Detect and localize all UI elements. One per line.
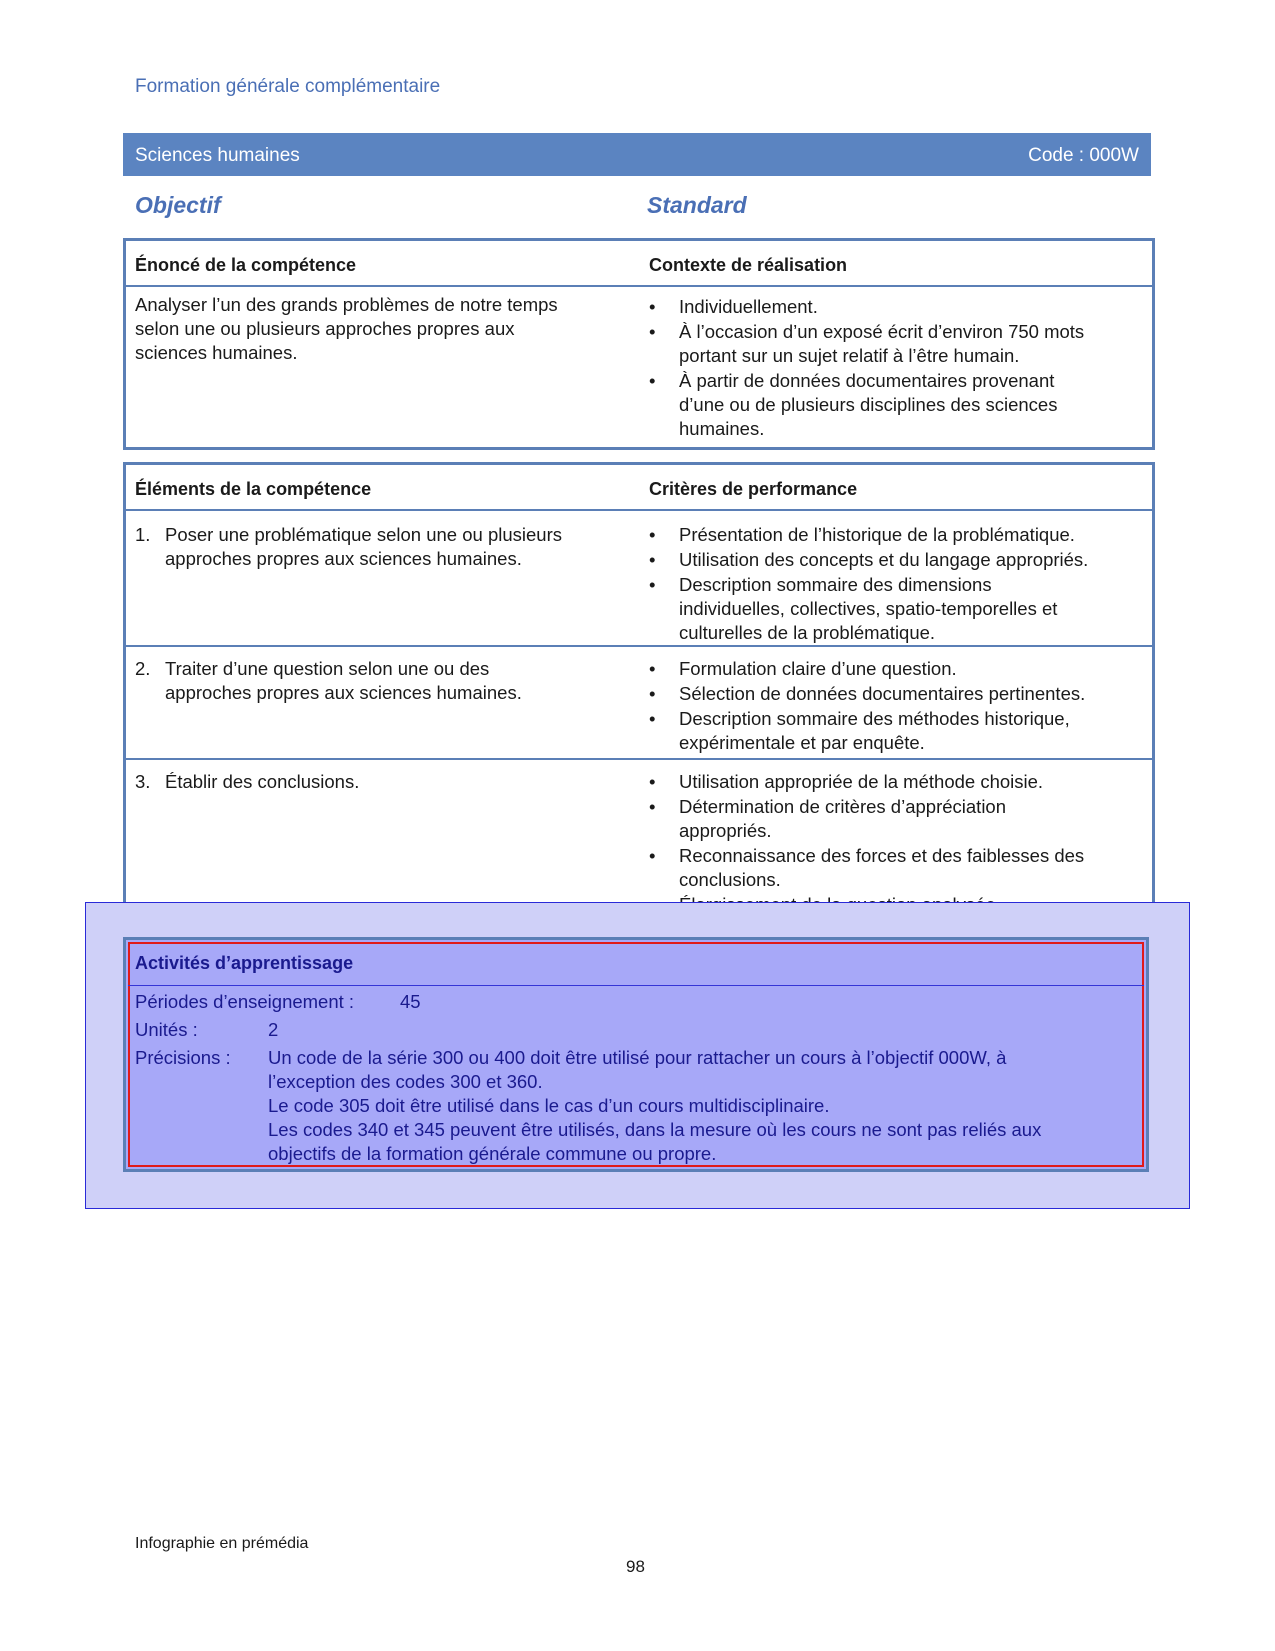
element-line: approches propres aux sciences humaines. [165,548,522,569]
element-number: 3. [135,771,151,792]
statement-line: selon une ou plusieurs approches propres aux [135,318,515,339]
context-line: Individuellement. [679,296,818,317]
details-line: l’exception des codes 300 et 360. [268,1071,543,1092]
criterion-line: Utilisation appropriée de la méthode choisie. [679,771,1044,792]
details-text [268,1046,1138,1166]
course-code: Code : 000W [1028,145,1139,166]
elements-header: Éléments de la compétence [135,479,372,499]
elements-table [123,462,1155,928]
statement-line: sciences humaines. [135,342,298,363]
periods-value: 45 [400,991,421,1012]
criterion-line: appropriés. [679,820,772,841]
criterion-line: Description sommaire des méthodes historique, [679,708,1070,729]
bullet-icon: • [649,796,656,817]
element-line: Traiter d’une question selon une ou des [165,658,490,679]
criterion-line: Formulation claire d’une question. [679,658,957,679]
element-line: approches propres aux sciences humaines. [165,682,522,703]
criterion-line: Présentation de l’historique de la problématique. [679,524,1075,545]
criterion-line: Description sommaire des dimensions [679,574,992,595]
context-line: portant sur un sujet relatif à l’être humain. [679,345,1020,366]
bullet-icon: • [649,658,656,679]
element-number: 2. [135,658,151,679]
criterion-line: culturelles de la problématique. [679,622,936,643]
criterion-line: expérimentale et par enquête. [679,732,925,753]
standard-heading: Standard [647,192,747,218]
units-label: Unités : [135,1019,198,1040]
competence-table [123,238,1155,450]
criteria-header: Critères de performance [649,479,858,499]
bullet-icon: • [649,574,656,595]
context-line: À partir de données documentaires provenant [679,370,1055,391]
activities-divider [128,985,1144,986]
context-line: humaines. [679,418,765,439]
competence-statement [135,293,615,365]
bullet-icon: • [649,549,656,570]
units-value: 2 [268,1019,279,1040]
footer-program: Infographie en prémédia [135,1535,309,1552]
criterion-line: Sélection de données documentaires pertinentes. [679,683,1086,704]
competence-row [126,285,1152,439]
bullet-icon: • [649,771,656,792]
document-header: Formation générale complémentaire [135,76,441,97]
statement-line: Analyser l’un des grands problèmes de notre temps [135,294,558,315]
criterion-line: conclusions. [679,869,781,890]
criterion-line: Utilisation des concepts et du langage appropriés. [679,549,1089,570]
details-line: Le code 305 doit être utilisé dans le cas d’un cours multidisciplinaire. [268,1095,830,1116]
statement-header: Énoncé de la compétence [135,255,357,275]
bullet-icon: • [649,708,656,729]
bullet-icon: • [649,296,656,317]
page-number: 98 [626,1557,645,1576]
criterion-line: individuelles, collectives, spatio-temporelles et [679,598,1058,619]
periods-label: Périodes d’enseignement : [135,991,355,1012]
element-row [126,758,1152,922]
bullet-icon: • [649,370,656,391]
element-line: Poser une problématique selon une ou plusieurs [165,524,562,545]
bullet-icon: • [649,683,656,704]
course-title-bar [123,133,1151,176]
details-line: Un code de la série 300 ou 400 doit être utilisé pour rattacher un cours à l’objectif 000W, à [268,1047,1007,1068]
element-line: Établir des conclusions. [165,771,360,792]
details-line: objectifs de la formation générale commune ou propre. [268,1143,717,1164]
context-header: Contexte de réalisation [649,255,848,275]
element-row [126,645,1152,757]
context-line: d’une ou de plusieurs disciplines des sciences [679,394,1058,415]
context-line: À l’occasion d’un exposé écrit d’environ 750 mots [679,321,1085,342]
bullet-icon: • [649,845,656,866]
criterion-line: Reconnaissance des forces et des faiblesses des [679,845,1085,866]
element-number: 1. [135,524,151,545]
bullet-icon: • [649,321,656,342]
objectif-heading: Objectif [135,192,221,218]
details-line: Les codes 340 et 345 peuvent être utilisés, dans la mesure où les cours ne sont pas reliés aux [268,1119,1042,1140]
bullet-icon: • [649,524,656,545]
details-label: Précisions : [135,1047,231,1068]
criterion-line: Détermination de critères d’appréciation [679,796,1007,817]
course-title: Sciences humaines [135,145,300,166]
element-row [126,509,1152,645]
activities-title: Activités d’apprentissage [135,953,354,973]
